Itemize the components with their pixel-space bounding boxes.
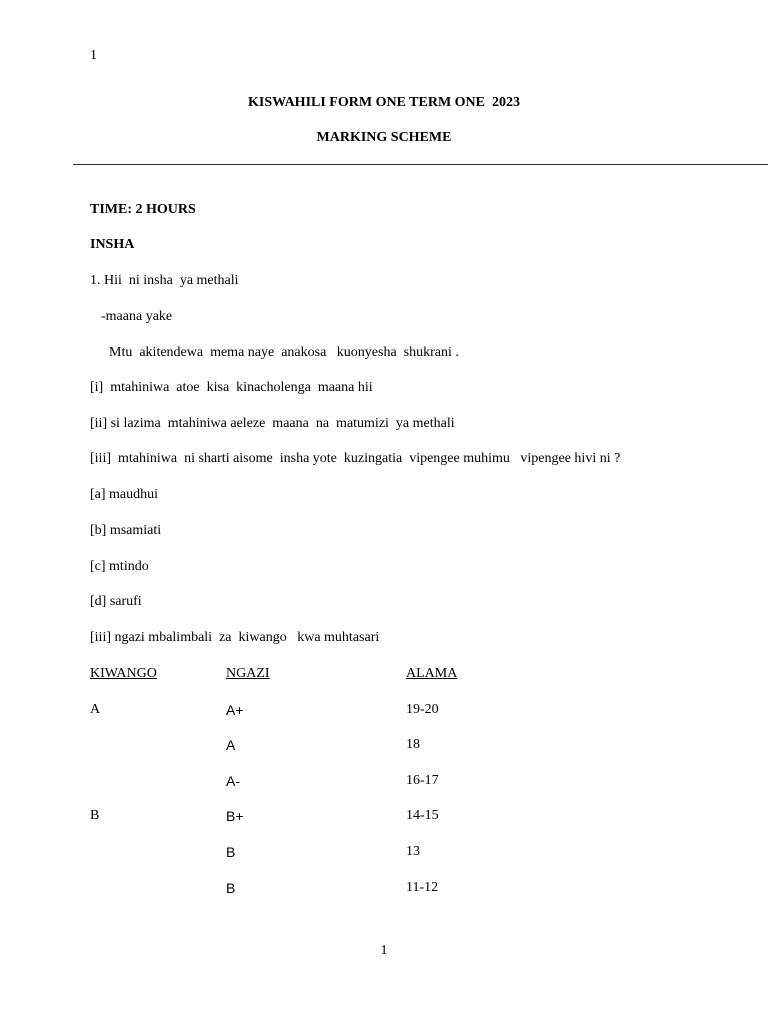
table-cell-alama: 18 bbox=[406, 737, 420, 752]
table-cell-kiwango: B bbox=[90, 808, 100, 823]
point-ii: [ii] si lazima mtahiniwa aeleze maana na matumizi ya methali bbox=[90, 416, 455, 431]
table-cell-ngazi: A+ bbox=[226, 702, 244, 718]
table-cell-alama: 19-20 bbox=[406, 702, 439, 717]
table-cell-alama: 14-15 bbox=[406, 808, 439, 823]
point-a: [a] maudhui bbox=[90, 487, 159, 502]
document-subtitle: MARKING SCHEME bbox=[316, 130, 452, 145]
page-number-top: 1 bbox=[90, 48, 97, 63]
point-iii-ngazi: [iii] ngazi mbalimbali za kiwango kwa muhtasari bbox=[90, 630, 380, 645]
table-header-ngazi: NGAZI bbox=[226, 666, 270, 681]
point-iii: [iii] mtahiniwa ni sharti aisome insha yote kuzingatia vipengee muhimu vipengee hivi ni ? bbox=[90, 451, 621, 466]
table-header-alama: ALAMA bbox=[406, 666, 458, 681]
page-number-bottom: 1 bbox=[380, 943, 388, 958]
table-cell-ngazi: A- bbox=[226, 773, 240, 789]
table-cell-alama: 13 bbox=[406, 844, 420, 859]
point-b: [b] msamiati bbox=[90, 523, 162, 538]
time-line: TIME: 2 HOURS bbox=[90, 202, 196, 217]
table-header-kiwango: KIWANGO bbox=[90, 666, 157, 681]
table-cell-ngazi: B+ bbox=[226, 808, 244, 824]
table-cell-alama: 11-12 bbox=[406, 880, 439, 895]
table-cell-ngazi: A bbox=[226, 737, 236, 753]
document-title: KISWAHILI FORM ONE TERM ONE 2023 bbox=[248, 95, 520, 110]
header-divider bbox=[73, 164, 768, 165]
table-cell-kiwango: A bbox=[90, 702, 101, 717]
section-heading: INSHA bbox=[90, 237, 135, 252]
point-c: [c] mtindo bbox=[90, 559, 149, 574]
table-cell-alama: 16-17 bbox=[406, 773, 439, 788]
maana-label: -maana yake bbox=[101, 309, 173, 324]
point-d: [d] sarufi bbox=[90, 594, 142, 609]
table-cell-ngazi: B bbox=[226, 880, 236, 896]
table-cell-ngazi: B bbox=[226, 844, 236, 860]
maana-text: Mtu akitendewa mema naye anakosa kuonyesha shukrani . bbox=[109, 345, 459, 360]
question-1: 1. Hii ni insha ya methali bbox=[90, 273, 239, 288]
point-i: [i] mtahiniwa atoe kisa kinacholenga maana hii bbox=[90, 380, 373, 395]
